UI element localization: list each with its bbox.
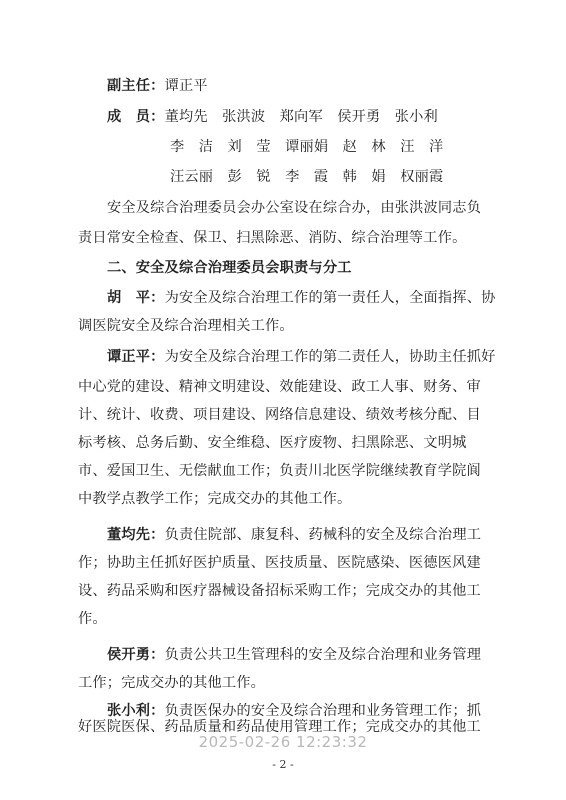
print-timestamp: 2025-02-26 12:23:32 [198,733,368,751]
duty-zhang-xiaoli-line-2: 好医院医保、药品质量和药品使用管理工作；完成交办的其他工 [78,719,481,735]
duty-tan-zhengping-line-2: 中心党的建设、精神文明建设、效能建设、政工人事、财务、审 [78,379,481,395]
office-note-line-2: 责日常安全检查、保卫、扫黑除恶、消防、综合治理等工作。 [78,230,467,246]
duty-hu-ping-line-2: 调医院安全及综合治理相关工作。 [78,318,294,334]
deputy-director-label: 副主任： [107,78,165,94]
duty-hou-kaiyong-text: 负责公共卫生管理科的安全及综合治理和业务管理 [164,647,482,663]
duty-tan-zhengping-line-1 [107,347,495,367]
duty-hou-kaiyong-name: 侯开勇： [107,647,165,663]
deputy-director-line [107,76,208,96]
members-row-1: 董均先 张洪波 郑向军 侯开勇 张小利 [164,109,438,125]
duty-hu-ping-line-1 [107,288,495,308]
duty-hu-ping-text: 为安全及综合治理工作的第一责任人，全面指挥、协 [164,290,496,306]
members-row-3: 汪云丽 彭 锐 李 霞 韩 娟 权丽霞 [170,169,444,185]
duty-tan-zhengping-text: 为安全及综合治理工作的第二责任人，协助主任抓好 [164,349,496,365]
duty-dong-junxian-name: 董均先： [107,527,165,543]
section-heading: 二、安全及综合治理委员会职责与分工 [107,260,352,276]
duty-zhang-xiaoli-name: 张小利： [107,703,165,719]
duty-dong-junxian-line-1 [107,525,481,545]
members-label: 成 员： [107,109,165,125]
duty-hu-ping-name: 胡 平： [107,290,165,306]
duty-tan-zhengping-line-5: 市、爱国卫生、无偿献血工作；负责川北医学院继续教育学院阆 [78,463,481,479]
office-note-line-1: 安全及综合治理委员会办公室设在综合办，由张洪波同志负 [107,200,482,216]
duty-tan-zhengping-line-3: 计、统计、收费、项目建设、网络信息建设、绩效考核分配、目 [78,407,481,423]
duty-zhang-xiaoli-text: 负责医保办的安全及综合治理和业务管理工作；抓 [164,703,482,719]
duty-dong-junxian-line-3: 设、药品采购和医疗器械设备招标采购工作；完成交办的其他工 [78,583,481,599]
duty-tan-zhengping-line-4: 标考核、总务后勤、安全维稳、医疗废物、扫黑除恶、文明城 [78,435,467,451]
page-number: - 2 - [272,758,294,771]
duty-tan-zhengping-line-6: 中教学点教学工作；完成交办的其他工作。 [78,491,352,507]
duty-hou-kaiyong-line-2: 工作；完成交办的其他工作。 [78,675,266,691]
members-line-1 [107,107,438,127]
duty-tan-zhengping-name: 谭正平： [107,349,165,365]
members-row-2: 李 洁 刘 莹 谭丽娟 赵 林 汪 洋 [170,139,444,155]
deputy-director-name: 谭正平 [164,78,208,94]
duty-dong-junxian-line-2: 作；协助主任抓好医护质量、医技质量、医院感染、医德医风建 [78,555,481,571]
duty-dong-junxian-text: 负责住院部、康复科、药械科的安全及综合治理工 [164,527,482,543]
duty-dong-junxian-line-4: 作。 [78,611,107,627]
duty-hou-kaiyong-line-1 [107,645,481,665]
